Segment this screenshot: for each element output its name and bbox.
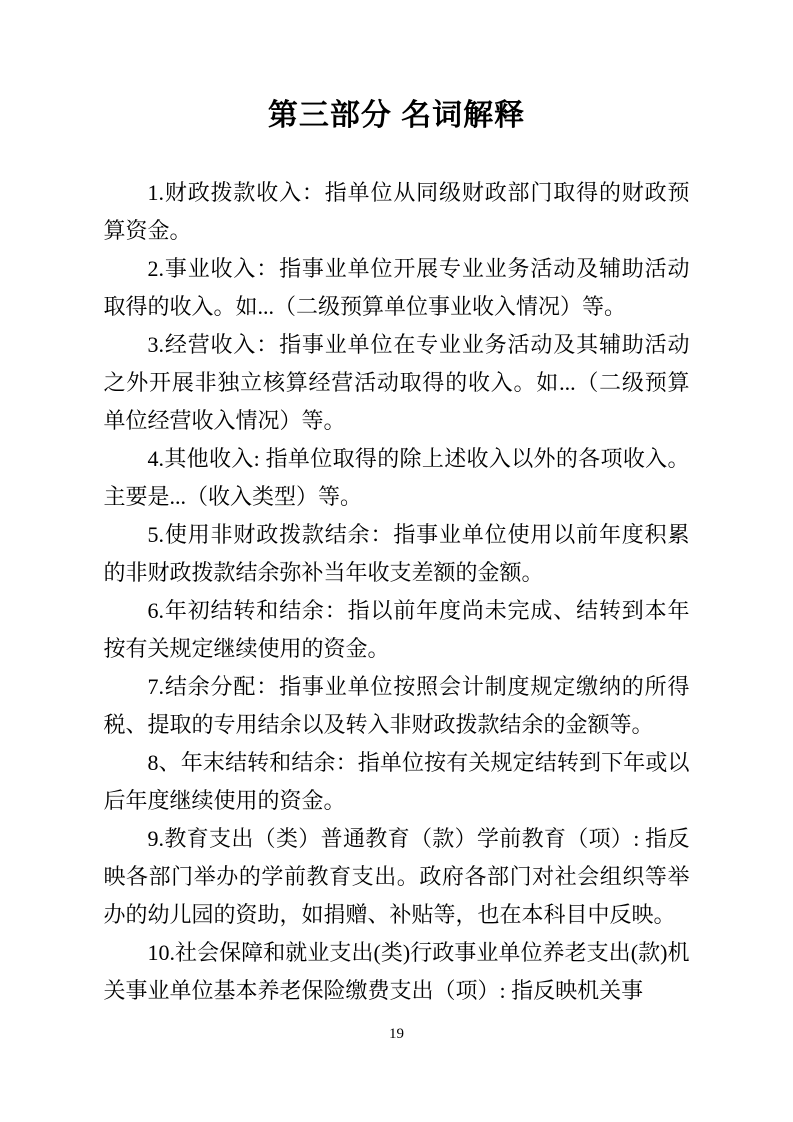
definition-paragraph-8: 8、年末结转和结余：指单位按有关规定结转到下年或以后年度继续使用的资金。: [103, 750, 690, 813]
definition-paragraph-1: 1.财政拨款收入：指单位从同级财政部门取得的财政预算资金。: [103, 180, 690, 243]
page-number: 19: [389, 1026, 404, 1042]
definition-paragraph-6: 6.年初结转和结余：指以前年度尚未完成、结转到本年按有关规定继续使用的资金。: [103, 598, 690, 661]
definition-paragraph-2: 2.事业收入：指事业单位开展专业业务活动及辅助活动取得的收入。如...（二级预算单位事业收入情况）等。: [103, 256, 690, 319]
definition-paragraph-10: 10.社会保障和就业支出(类)行政事业单位养老支出(款)机关事业单位基本养老保险缴费支出（项）: 指反映机关事: [103, 940, 690, 1003]
definition-paragraph-7: 7.结余分配：指事业单位按照会计制度规定缴纳的所得税、提取的专用结余以及转入非财政拨款结余的金额等。: [103, 674, 690, 737]
definition-paragraph-3: 3.经营收入：指事业单位在专业业务活动及其辅助活动之外开展非独立核算经营活动取得的收入。如...（二级预算单位经营收入情况）等。: [103, 332, 690, 433]
definition-paragraph-5: 5.使用非财政拨款结余：指事业单位使用以前年度积累的非财政拨款结余弥补当年收支差额的金额。: [103, 522, 690, 585]
page-title: 第三部分 名词解释: [267, 99, 526, 132]
definition-paragraph-9: 9.教育支出（类）普通教育（款）学前教育（项）: 指反映各部门举办的学前教育支出。政府各部门对社会组织等举办的幼儿园的资助，如捐赠、补贴等，也在本科目中反映。: [103, 826, 690, 927]
definition-paragraph-4: 4.其他收入: 指单位取得的除上述收入以外的各项收入。主要是...（收入类型）等。: [103, 446, 690, 509]
definitions-body: [104, 174, 690, 1010]
